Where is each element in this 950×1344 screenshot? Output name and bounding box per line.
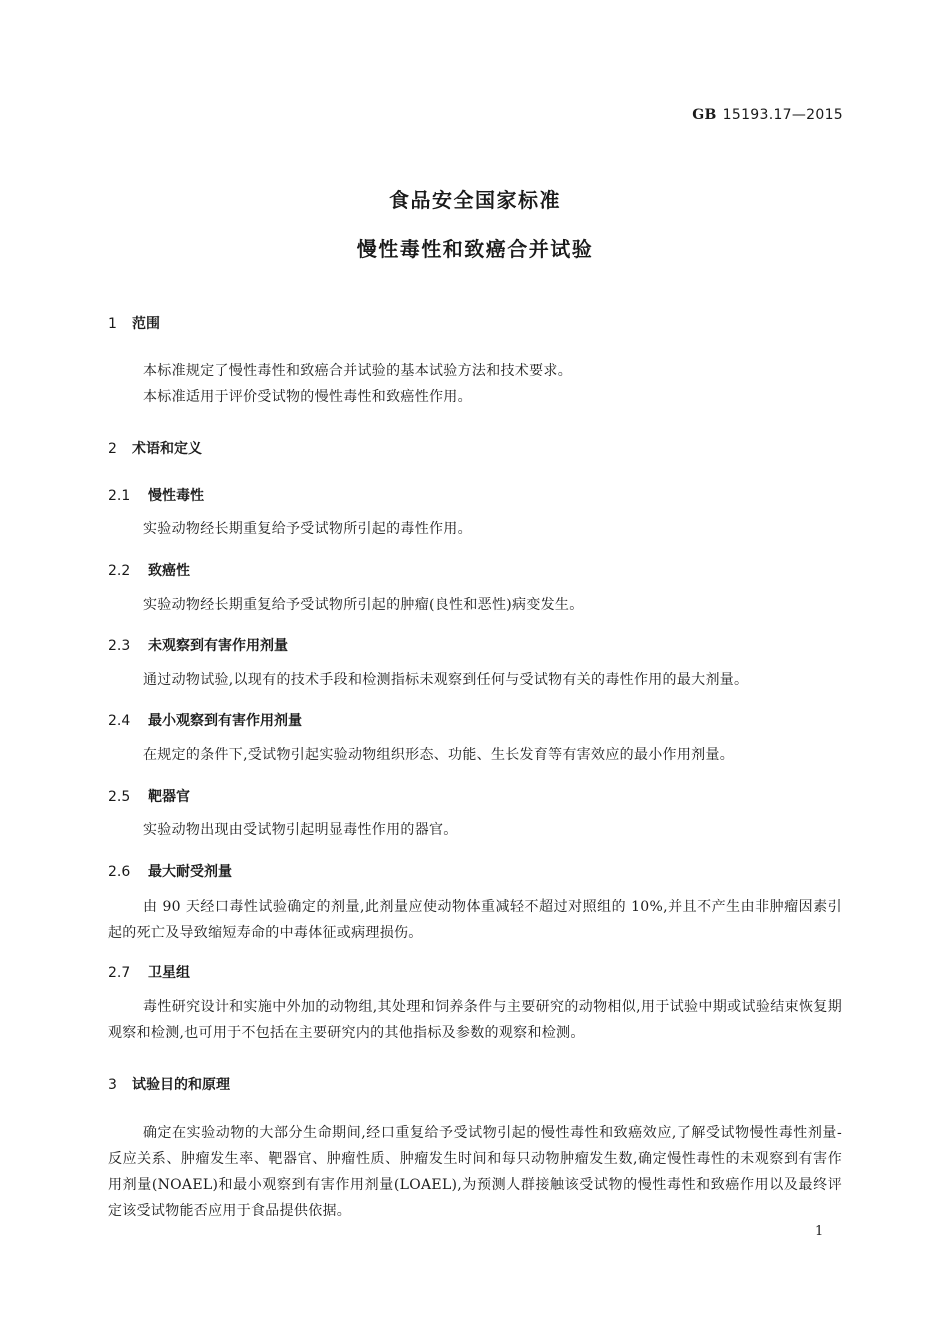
section-number: 3 — [108, 1077, 117, 1093]
section-number: 2.2 — [108, 563, 131, 579]
section-number: 2.5 — [108, 789, 131, 805]
page-number: 1 — [815, 1224, 824, 1239]
section-number: 2.6 — [108, 864, 131, 880]
section-title: 术语和定义 — [132, 441, 202, 457]
section-2-4-heading — [108, 710, 302, 730]
section-number: 1 — [108, 316, 117, 332]
section-title: 慢性毒性 — [148, 488, 204, 504]
paragraph: 在规定的条件下,受试物引起实验动物组织形态、功能、生长发育等有害效应的最小作用剂量。 — [143, 747, 735, 763]
section-2-7-body — [108, 994, 842, 1046]
section-title: 靶器官 — [148, 789, 190, 805]
section-title: 致癌性 — [148, 563, 190, 579]
section-2-7-heading — [108, 962, 190, 982]
section-title: 试验目的和原理 — [132, 1077, 230, 1093]
section-1-heading — [108, 313, 160, 333]
section-2-6-body — [108, 894, 842, 946]
paragraph: 实验动物经长期重复给予受试物所引起的毒性作用。 — [143, 521, 472, 537]
section-2-4-body — [108, 742, 842, 768]
paragraph: 确定在实验动物的大部分生命期间,经口重复给予受试物引起的慢性毒性和致癌效应,了解受试物慢性毒性剂量-反应关系、肿瘤发生率、靶器官、肿瘤性质、肿瘤发生时间和每只动物肿瘤发生数,确定慢性毒性的未观察到有害作用剂量(NOAEL)和最小观察到有害作用剂量(LOAEL),为预测人群接触该受试物的慢性毒性和致癌作用以及最终评定该受试物能否应用于食品提供依据。 — [108, 1125, 842, 1219]
section-2-heading — [108, 438, 202, 458]
standard-prefix: GB — [692, 107, 717, 123]
paragraph: 实验动物出现由受试物引起明显毒性作用的器官。 — [143, 822, 458, 838]
section-2-1-heading — [108, 485, 204, 505]
section-3-body — [108, 1120, 842, 1224]
paragraph: 通过动物试验,以现有的技术手段和检测指标未观察到任何与受试物有关的毒性作用的最大剂量。 — [143, 672, 749, 688]
section-title: 范围 — [132, 316, 160, 332]
section-2-5-body — [108, 817, 842, 843]
section-1-body — [108, 358, 842, 410]
paragraph: 本标准适用于评价受试物的慢性毒性和致癌性作用。 — [143, 389, 472, 405]
section-number: 2.3 — [108, 638, 131, 654]
paragraph: 毒性研究设计和实施中外加的动物组,其处理和饲养条件与主要研究的动物相似,用于试验中期或试验结束恢复期观察和检测,也可用于不包括在主要研究内的其他指标及参数的观察和检测。 — [108, 999, 842, 1041]
section-2-5-heading — [108, 786, 190, 806]
paragraph: 实验动物经长期重复给予受试物所引起的肿瘤(良性和恶性)病变发生。 — [143, 597, 584, 613]
paragraph: 本标准规定了慢性毒性和致癌合并试验的基本试验方法和技术要求。 — [143, 363, 572, 379]
section-title: 最小观察到有害作用剂量 — [148, 713, 302, 729]
document-title-line1: 食品安全国家标准 — [389, 188, 561, 212]
section-2-2-heading — [108, 560, 190, 580]
section-2-6-heading — [108, 861, 232, 881]
section-2-3-heading — [108, 635, 288, 655]
standard-number: 15193.17—2015 — [722, 107, 843, 123]
standard-code — [692, 107, 843, 123]
section-number: 2.4 — [108, 713, 131, 729]
section-title: 卫星组 — [148, 965, 190, 981]
section-3-heading — [108, 1074, 230, 1094]
section-number: 2.1 — [108, 488, 131, 504]
section-2-2-body — [108, 592, 842, 618]
section-title: 未观察到有害作用剂量 — [148, 638, 288, 654]
section-title: 最大耐受剂量 — [148, 864, 232, 880]
section-2-3-body — [108, 667, 842, 693]
document-title-line2: 慢性毒性和致癌合并试验 — [356, 237, 594, 261]
paragraph: 由 90 天经口毒性试验确定的剂量,此剂量应使动物体重减轻不超过对照组的 10%,并且不产生由非肿瘤因素引起的死亡及导致缩短寿命的中毒体征或病理损伤。 — [108, 899, 842, 941]
section-number: 2 — [108, 441, 117, 457]
section-number: 2.7 — [108, 965, 131, 981]
section-2-1-body — [108, 516, 842, 542]
